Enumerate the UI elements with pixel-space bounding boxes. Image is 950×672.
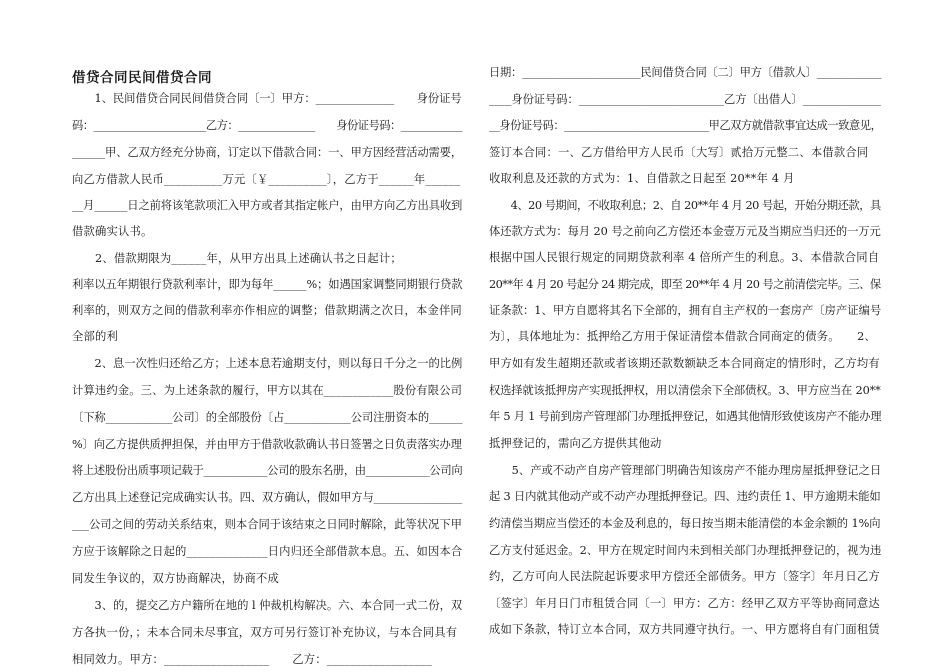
text-line: 2、借款期限为______年，从甲方出具上述确认书之日起计； (72, 252, 402, 265)
text-line: 利率的，则双方之间的借款利率亦作相应的调整；借款期满之次日，本金伴同 (72, 304, 462, 317)
text-line: 日期：______________________民间借贷合同〔二〕甲方〔借款人〕____________ (489, 66, 882, 79)
text-line: 〔下称____________公司〕的全部股份〔占____________公司注册资本的______ (72, 411, 463, 424)
text-line: 5、产或不动产自房产管理部门明确告知该房产不能办理房屋抵押登记之日 (489, 464, 882, 477)
text-line: 相同效力。甲方：__________________ 乙方：__________________ (72, 653, 433, 666)
text-line: 成如下条款，特订立本合同，双方共同遵守执行。一、甲方愿将自有门面租赁 (489, 623, 880, 636)
text-line: 方应于该解除之日起的______________日内归还全部借款本息。五、如因本合 (72, 545, 463, 558)
text-line: %〕向乙方提供质押担保，并由甲方于借款收款确认书日签署之日负责落实办理 (72, 438, 462, 451)
text-line: 向乙方借款人民币__________万元〔￥__________〕，乙方于______年______ (72, 173, 461, 186)
text-line: __身份证号码：____________________________甲乙双方就借款事宜达成一致意见， (489, 119, 882, 132)
text-line: ____身份证号码：__________________________乙方〔出借人〕______________ (489, 93, 881, 106)
text-line: 签订本合同：一、乙方借给甲方人民币〔大写〕贰拾万元整二、本借款合同 (489, 146, 869, 159)
text-line: ______甲、乙双方经充分协商，订定以下借款合同：一、甲方因经营活动需要， (72, 146, 462, 159)
text-line: 年 5 月 1 号前到房产管理部门办理抵押登记，如遇其他情形致使该房产不能办理 (489, 410, 882, 423)
text-line: 乙方支付延迟金。2、甲方在规定时间内未到相关部门办理抵押登记的，视为违 (489, 544, 882, 557)
text-line: 根据中国人民银行规定的同期贷款利率 4 倍所产生的利息。3、本借款合同自 (489, 251, 880, 264)
text-line: 全部的利 (72, 330, 118, 343)
text-line: 约清偿当期应当偿还的本金及利息的，每日按当期未能清偿的本金余额的 1%向 (489, 517, 881, 530)
text-line: 将上述股份出质事项记载于____________公司的股东名册，由____________公司向 (72, 464, 463, 477)
text-line: 起 3 日内就其他动产或不动产办理抵押登记。四、违约责任 1、甲方逾期未能如 (489, 490, 881, 503)
text-line: 乙方出具上述登记完成确实认书。四、双方确认，假如甲方与________________ (72, 491, 462, 504)
text-line: 借款确实认书。 (72, 225, 153, 238)
document-title: 借贷合同民间借贷合同 (72, 70, 212, 86)
text-line: 抵押登记的，需向乙方提供其他动 (489, 437, 662, 450)
text-line: 甲方如有发生超期还款或者该期还款数额缺乏本合同商定的情形时，乙方均有 (489, 357, 880, 370)
text-line: ___公司之间的劳动关系结束，则本合同于该结束之日同时解除，此等状况下甲 (72, 518, 462, 531)
text-line: 收取利息及还款的方式为：1、自借款之日起至 20**年 4 月 (489, 172, 795, 185)
text-line: 约，乙方可向人民法院起诉要求甲方偿还全部债务。甲方〔签字〕年月日乙方 (489, 570, 880, 583)
text-line: 2、息一次性归还给乙方；上述本息若逾期支付，则以每日千分之一的比例 (72, 357, 463, 370)
text-line: 4、20 号期间，不收取利息；2、自 20**年 4 月 20 号起，开始分期还款，具 (489, 199, 881, 212)
text-line: 计算违约金。三、为上述条款的履行，甲方以其在____________股份有限公司 (72, 384, 463, 397)
text-line: 权选择就该抵押房产实现抵押权，用以清偿余下全部债权。3、甲方应当在 20** (489, 384, 881, 397)
text-line: 20**年 4 月 20 号起分 24 期完成，即至 20**年 4 月 20 号之前清偿完毕。三、保 (489, 278, 881, 291)
text-line: 3、的，提交乙方户籍所在地的 l 仲裁机构解决。六、本合同一式二份，双 (72, 599, 463, 612)
text-line: __月______日之前将该笔款项汇入甲方或者其指定帐户，由甲方向乙方出具收到 (72, 199, 463, 212)
text-line: 同发生争议的，双方协商解决，协商不成 (72, 572, 279, 585)
text-line: 体还款方式为：每月 20 号之前向乙方偿还本金壹万元及当期应当归还的一万元 (489, 225, 881, 238)
text-line: 利率以五年期银行贷款利率计，即为每年______%；如遇国家调整同期银行贷款 (72, 278, 463, 291)
text-line: 〔签字〕年月日门市租赁合同〔一〕甲方：乙方：经甲乙双方平等协商同意达 (489, 597, 880, 610)
text-line: 方各执一份，；未本合同未尽事宜，双方可另行签订补充协议，与本合同具有 (72, 626, 458, 639)
text-line: 1、民间借贷合同民间借贷合同〔一〕甲方：______________ 身份证号 (72, 92, 462, 105)
text-line: 证条款：1、甲方自愿将其名下全部的，拥有自主产权的一套房产〔房产证编号 (489, 304, 882, 317)
text-line: 码：______________________乙方：_______________ 身份证号码：____________ (72, 119, 463, 132)
text-line: 为〕，具体地址为：抵押给乙方用于保证清偿本借款合同商定的债务。 2、 (489, 330, 876, 343)
